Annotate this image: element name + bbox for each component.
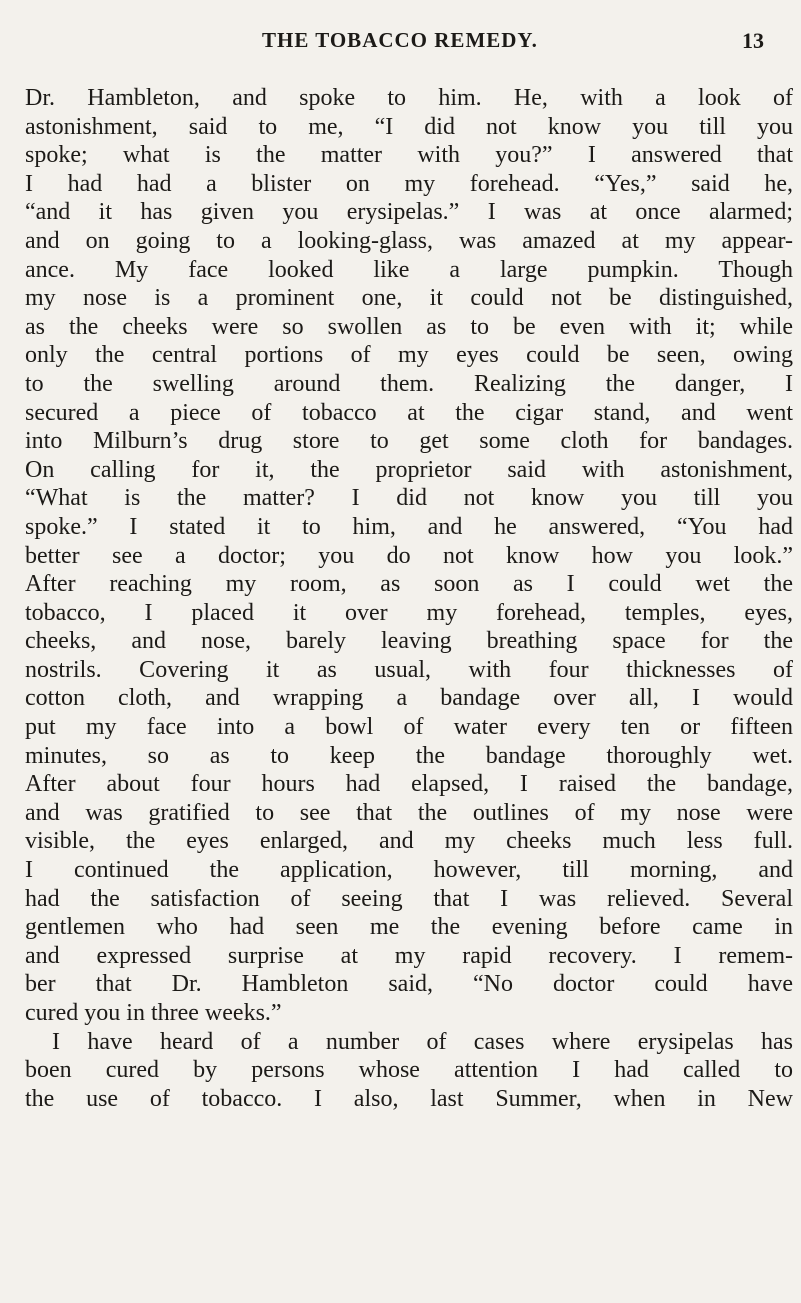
running-head [0, 28, 801, 58]
text-line: and was gratified to see that the outlines of my nose were [25, 799, 793, 826]
text-line: the use of tobacco. I also, last Summer, when in New [25, 1085, 793, 1112]
text-line: put my face into a bowl of water every ten or fifteen [25, 714, 793, 741]
text-line: minutes, so as to keep the bandage thoroughly wet. [25, 742, 793, 769]
text-line: secured a piece of tobacco at the cigar stand, and went [25, 399, 793, 426]
text-line: spoke.” I stated it to him, and he answered, “You had [25, 513, 793, 540]
text-line: and on going to a looking-glass, was amazed at my appear- [25, 227, 793, 254]
text-line: boen cured by persons whose attention I had called to [25, 1057, 793, 1084]
text-line: Dr. Hambleton, and spoke to him. He, with a look of [25, 85, 793, 111]
text-line: had the satisfaction of seeing that I was relieved. Several [25, 885, 793, 912]
text-line: gentlemen who had seen me the evening before came in [25, 914, 793, 941]
text-line: ance. My face looked like a large pumpkin. Though [25, 256, 793, 283]
text-line: cheeks, and nose, barely leaving breathing space for the [25, 628, 793, 655]
text-line: ber that Dr. Hambleton said, “No doctor could have [25, 971, 793, 998]
text-line: I had had a blister on my forehead. “Yes,” said he, [25, 170, 793, 197]
text-line: only the central portions of my eyes could be seen, owing [25, 342, 793, 369]
text-line: On calling for it, the proprietor said with astonishment, [25, 456, 793, 483]
text-line: astonishment, said to me, “I did not know you till you [25, 113, 793, 140]
text-line: I continued the application, however, till morning, and [25, 857, 793, 884]
page-number: 13 [742, 28, 764, 53]
text-line: After about four hours had elapsed, I raised the bandage, [25, 771, 793, 798]
body-text [25, 84, 793, 1113]
text-line: nostrils. Covering it as usual, with four thicknesses of [25, 656, 793, 683]
text-line: “What is the matter? I did not know you till you [25, 485, 793, 512]
text-line: cotton cloth, and wrapping a bandage over all, I would [25, 685, 793, 712]
text-line: better see a doctor; you do not know how you look.” [25, 542, 793, 569]
text-line: “and it has given you erysipelas.” I was at once alarmed; [25, 199, 793, 226]
text-line: into Milburn’s drug store to get some cloth for bandages. [25, 428, 793, 455]
text-line: as the cheeks were so swollen as to be even with it; while [25, 313, 793, 340]
text-line: spoke; what is the matter with you?” I answered that [25, 142, 793, 169]
running-title: THE TOBACCO REMEDY. [262, 28, 538, 52]
text-line: and expressed surprise at my rapid recovery. I remem- [25, 942, 793, 969]
text-line: cured you in three weeks.” [25, 1000, 282, 1026]
text-line: I have heard of a number of cases where erysipelas has [52, 1028, 793, 1055]
text-line: visible, the eyes enlarged, and my cheeks much less full. [25, 828, 793, 855]
text-line: my nose is a prominent one, it could not be distinguished, [25, 285, 793, 312]
text-line: to the swelling around them. Realizing the danger, I [25, 370, 793, 397]
text-line: After reaching my room, as soon as I could wet the [25, 571, 793, 598]
text-line: tobacco, I placed it over my forehead, temples, eyes, [25, 599, 793, 626]
